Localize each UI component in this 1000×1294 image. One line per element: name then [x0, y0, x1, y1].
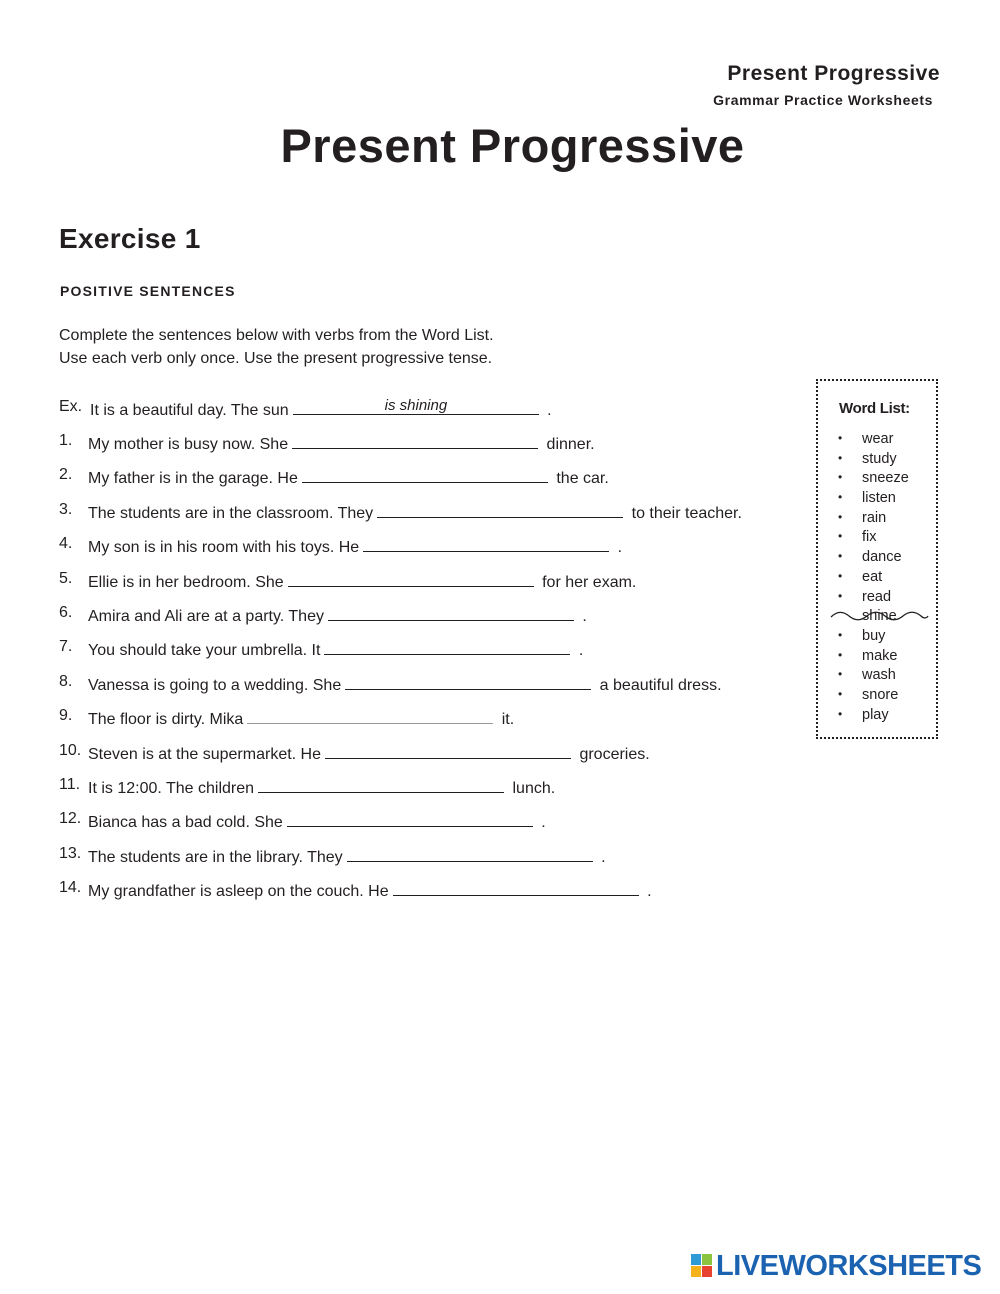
answer-blank[interactable]	[377, 501, 623, 518]
item-number: 8.	[59, 672, 73, 690]
answer-blank[interactable]	[288, 570, 534, 587]
answer-blank[interactable]	[325, 742, 571, 759]
word-list-item: • snore	[838, 687, 909, 707]
word-list-item: • sneeze	[838, 470, 909, 490]
item-number: 6.	[59, 604, 73, 621]
item-text-after: lunch.	[512, 780, 556, 797]
example-answer-blank	[293, 398, 539, 415]
word-list-item: • play	[838, 707, 909, 727]
word-list	[838, 431, 909, 726]
item-text: Steven is at the supermarket. He	[88, 745, 321, 763]
word-list-item: • dance	[838, 549, 909, 569]
item-text: The floor is dirty. Mika	[88, 711, 244, 729]
item-text: Amira and Ali are at a party. They	[88, 608, 324, 625]
item-text: My mother is busy now. She	[88, 436, 289, 453]
item-text-after: for her exam.	[542, 573, 637, 591]
item-number: 11.	[59, 776, 81, 793]
liveworksheets-logo-text: LIVEWORKSHEETS	[716, 1250, 982, 1282]
answer-blank[interactable]	[345, 673, 591, 690]
page-title: Present Progressive	[280, 119, 745, 172]
item-number: 9.	[59, 707, 73, 725]
instruction-line-1: Complete the sentences below with verbs from the Word List.	[59, 327, 494, 344]
item-text: You should take your umbrella. It	[88, 642, 321, 660]
word-list-item: • eat	[838, 569, 909, 589]
item-text: My father is in the garage. He	[88, 470, 298, 488]
word-list-item: • wear	[838, 431, 909, 451]
example-label: Ex.	[59, 398, 83, 415]
example-text: It is a beautiful day. The sun	[90, 402, 289, 419]
item-text-after: .	[582, 608, 587, 625]
item-number: 13.	[59, 844, 82, 862]
word-list-item: • make	[838, 648, 909, 668]
item-text: The students are in the classroom. They	[88, 504, 374, 522]
word-list-title: Word List:	[839, 400, 910, 417]
item-text: Bianca has a bad cold. She	[88, 814, 283, 832]
item-text-after: it.	[501, 711, 515, 729]
item-text-after: the car.	[556, 470, 609, 488]
item-text-after: groceries.	[579, 745, 650, 763]
item-text-after: dinner.	[546, 436, 595, 453]
item-text-after: .	[617, 539, 623, 557]
word-list-item: • listen	[838, 490, 909, 510]
section-title: POSITIVE SENTENCES	[60, 283, 236, 299]
instruction-line-2: Use each verb only once. Use the present progressive tense.	[59, 350, 493, 367]
answer-blank[interactable]	[287, 810, 533, 827]
item-text-after: to their teacher.	[631, 504, 742, 522]
word-list-item: • rain	[838, 510, 909, 530]
item-text-after: a beautiful dress.	[599, 676, 722, 694]
item-text: My son is in his room with his toys. He	[88, 539, 360, 557]
word-list-item: • wash	[838, 667, 909, 687]
item-text: My grandfather is asleep on the couch. He	[88, 883, 389, 901]
answer-blank[interactable]	[258, 776, 504, 793]
answer-blank[interactable]	[328, 604, 574, 621]
item-number: 5.	[59, 569, 73, 587]
answer-blank[interactable]	[363, 535, 609, 552]
item-number: 4.	[59, 535, 73, 553]
item-number: 2.	[59, 466, 73, 484]
answer-blank[interactable]	[292, 432, 538, 449]
word-list-item: • buy	[838, 628, 909, 648]
answer-blank[interactable]	[247, 707, 493, 724]
answer-blank[interactable]	[347, 845, 593, 862]
item-text-after: .	[647, 883, 652, 901]
answer-blank[interactable]	[302, 466, 548, 483]
answer-blank[interactable]	[324, 638, 570, 655]
exercise-title: Exercise 1	[59, 223, 201, 254]
item-text-after: .	[578, 642, 584, 660]
item-number: 14.	[59, 879, 82, 897]
header-title: Present Progressive	[727, 62, 940, 85]
word-list-item: • study	[838, 451, 909, 471]
strikethrough-squiggle-icon	[829, 610, 929, 622]
item-text: The students are in the library. They	[88, 848, 343, 866]
item-number: 10.	[59, 741, 82, 759]
item-text: It is 12:00. The children	[88, 780, 255, 797]
item-text: Vanessa is going to a wedding. She	[88, 676, 342, 694]
item-number: 3.	[59, 500, 73, 518]
word-list-item: • fix	[838, 529, 909, 549]
word-list-item: • read	[838, 589, 909, 609]
item-text: Ellie is in her bedroom. She	[88, 573, 284, 591]
word-list-item: shine	[838, 608, 909, 628]
header-subtitle: Grammar Practice Worksheets	[713, 92, 933, 108]
answer-blank[interactable]	[393, 879, 639, 896]
example-answer: is shining	[384, 397, 448, 414]
example-after: .	[547, 402, 552, 419]
item-number: 12.	[59, 810, 82, 828]
word-list-box	[816, 379, 938, 739]
liveworksheets-logo-icon	[691, 1253, 713, 1279]
item-number: 1.	[59, 432, 73, 449]
item-text-after: .	[601, 848, 606, 866]
item-text-after: .	[541, 814, 546, 832]
item-number: 7.	[59, 638, 73, 656]
